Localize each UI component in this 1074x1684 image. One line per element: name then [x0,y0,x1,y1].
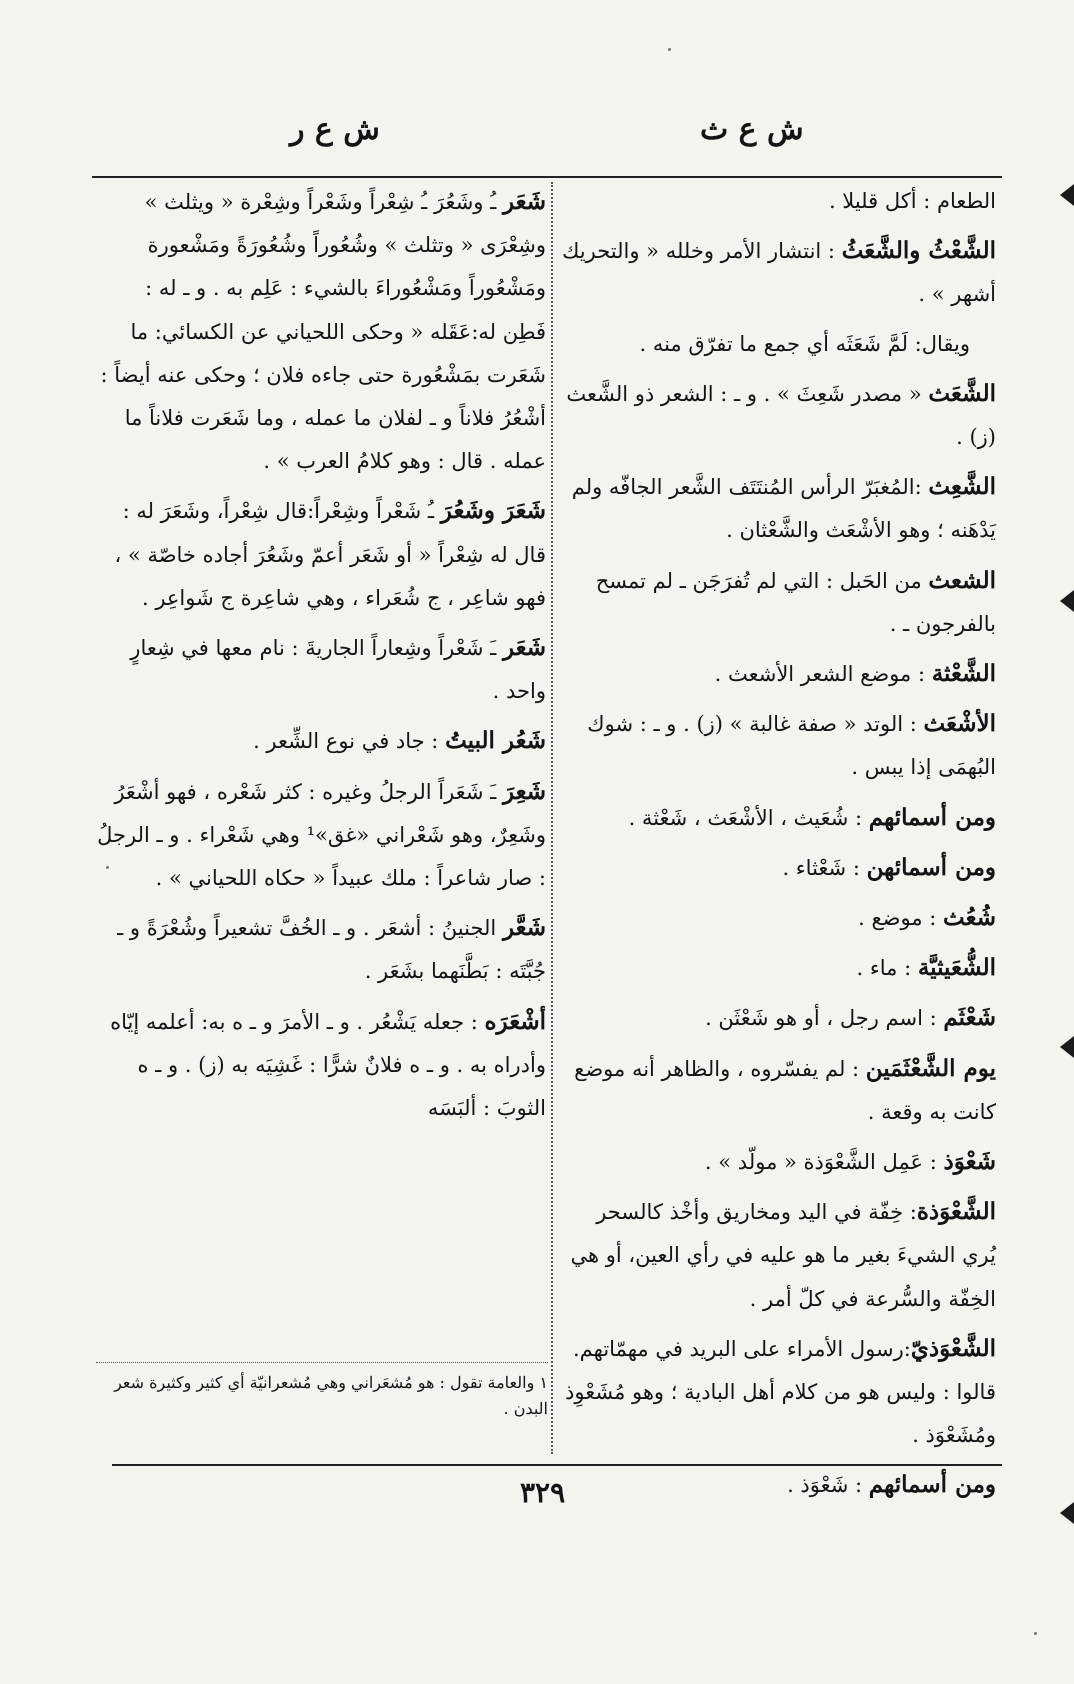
running-header-right: ش ع ث [700,112,804,147]
thumb-index-mark [1060,590,1074,612]
entry: شَعُر البيتُ : جاد في نوع الشِّعر . [253,727,546,755]
entry-headword: ومن أسمائهم [868,1471,996,1499]
entry-headword: الأشْعَث [923,710,996,738]
entry-headword: الشعث [928,566,996,594]
entry-headword: الشَّعْوَذة [916,1198,996,1226]
entry: الشَّعْثة : موضع الشعر الأشعث . [714,660,996,688]
entry: شَعَرَ وشَعُرَ ـُ شَعْراً وشِعْراً:قال شِعْراً، وشَعَرَ له : قال له شِعْراً « أو شَعَر أعمّ وشَعُرَ أجاده خاصّة » ، فهو شاعِر ، ج شُعَراء ، وهي شاعِرة ج شَواعِر . [114,497,546,610]
entry: ومن أسمائهم : شَعْوَذ . [787,1471,996,1499]
entry-headword: الشَّعَث [928,379,996,407]
entry: أشْعَرَه : جعله يَشْعُر . و ـ الأمرَ و ـ ه به: أعلمه إيّاه وأدراه به . و ـ ه فلانٌ شرًّا : غَشِيَه به (ز) . و ـ ه الثوبَ : ألبَسَه [110,1007,546,1121]
entry-headword: شَعَّر [502,914,546,942]
thumb-index-mark [1060,1502,1074,1524]
entry: ومن أسمائهم : شُعَيث ، الأشْعَث ، شَعْثة . [628,803,996,831]
entry: شَعَر ـَ شَعْراً وشِعاراً الجاريةَ : نام معها في شِعارٍ واحد . [130,634,546,704]
entry-headword: الشَّعْوَذيّ [910,1334,996,1362]
entry: الشَّعْوَذيّ:رسول الأمراء على البريد في مهمّاتهم. قالوا : وليس هو من كلام أهل البادية ؛ وهو مُشَعْوِذ ومُشَعْوَذ . [565,1334,996,1448]
paper-speck [106,866,109,869]
entry: الشَّعْثُ والشَّعَثُ : انتشار الأمر وخلله « والتحريك أشهر » . [562,237,996,307]
entry-headword: شَعَرَ وشَعُرَ [440,497,546,525]
entry: ويقال: لَمَّ شَعَثَه أي جمع ما تفرّق منه . [639,331,970,356]
entry-headword: شَعِرَ [502,777,546,805]
entry: الشَّعِث :المُغبَرّ الرأس المُنتَتَف الشَّعر الجافّه ولم يَدْهَنه ؛ وهو الأشْعَث والشَّعْثان . [571,473,996,543]
entry-headword: الشَّعْثة [931,660,996,688]
paper-speck [668,48,671,51]
entry-headword: الشَّعِث [928,473,996,501]
entry: ومن أسمائهن : شَعْثاء . [782,853,996,881]
entry-headword: الشَّعْثُ والشَّعَثُ [841,237,996,265]
footnote: ١ والعامة تقول : هو مُشعَراني وهي مُشعرانيّة أي كثير وكثيرة شعر البدن . [114,1373,548,1418]
entry: شَعْوَذ : عَمِل الشَّعْوَذة « مولّد » . [704,1148,996,1176]
thumb-index-mark [1060,1036,1074,1058]
bottom-rule [112,1464,1002,1466]
left-column [96,180,546,1136]
entry: شُعُث : موضع . [858,904,996,932]
paper-speck [1034,1632,1037,1635]
column-divider [551,182,553,1454]
entry: شَعَر ـُ وشَعُرَ ـُ شِعْراً وشَعْراً وشِعْرة « ويثلث » وشِعْرَى « وتثلث » وشُعُوراً وشُعُورَةً ومَشْعورة ومَشْعُوراً ومَشْعُوراءَ بالشيء : عَلِم به . و ـ له : فَطِن له:عَقَله « وحكى اللحياني عن الكسائي: ما شَعَرت بمَشْعُورة حتى جاءه فلان ؛ وحكى عنه أيضاً : أشْعُرُ فلاناً و ـ لفلان ما عمله ، وما شَعَرت فلاناً ما عمله . قال : وهو كلامُ العرب » . [100,188,546,474]
entry: الأشْعَث : الوتد « صفة غالبة » (ز) . و ـ : شوك البُهمَى إذا يبس . [587,710,996,780]
entry-headword: يوم الشَّعْثَمَين [865,1054,996,1082]
entry-headword: أشْعَرَه [484,1007,546,1035]
entry-headword: الشُّعَيثيَّة [917,954,996,982]
entry: يوم الشَّعْثَمَين : لم يفسّروه ، والظاهر أنه موضع كانت به وقعة . [574,1054,996,1124]
entry: الشَّعَث « مصدر شَعِثَ » . و ـ : الشعر ذو الشَّعث (ز) . [566,379,996,450]
right-column [556,180,996,1514]
entry: الطعام : أكل قليلا . [828,189,996,213]
entry-headword: شُعُث [943,904,996,932]
entry: الشَّعْوَذة: خِفّة في اليد ومخاريق وأخْذ كالسحر يُري الشيءَ بغير ما هو عليه في رأي العين، أو هي الخِفّة والسُّرعة في كلّ أمر . [570,1198,996,1311]
entry-headword: شَعَر [502,634,546,662]
entry-headword: ومن أسمائهم [868,803,996,831]
entry: الشعث من الحَبل : التي لم تُفرَجَن ـ لم تمسح بالفرجون ـ . [595,566,996,636]
top-rule [92,176,1002,178]
entry-headword: ومن أسمائهن [866,853,996,881]
entry-headword: شَعْثَم [943,1004,996,1032]
page-number: ٣٢٩ [520,1476,566,1509]
entry: الشُّعَيثيَّة : ماء . [856,954,996,982]
thumb-index-mark [1060,184,1074,206]
entry: شَعِرَ ـَ شَعَراً الرجلُ وغيره : كثر شَعْره ، فهو أشْعَرُ وشَعِرٌ، وهو شَعْراني «غق»¹ وهي شَعْراء . و ـ الرجلُ : صار شاعراً : ملك عبيداً « حكاه اللحياني » . [97,777,546,891]
running-header-left: ش ع ر [290,112,380,147]
entry: شَعَّر الجنينُ : أشعَر . و ـ الخُفَّ تشعيراً وشُعْرَةً و ـ جُبَّتَه : بَطَّنَهما بشَعَر . [117,914,546,984]
entry-headword: شَعَر [502,188,546,215]
entry-headword: شَعْوَذ [943,1148,996,1176]
footnote-rule [96,1362,548,1363]
entry: شَعْثَم : اسم رجل ، أو هو شَعْثَن . [705,1004,996,1032]
entry-headword: شَعُر البيتُ [445,727,546,755]
